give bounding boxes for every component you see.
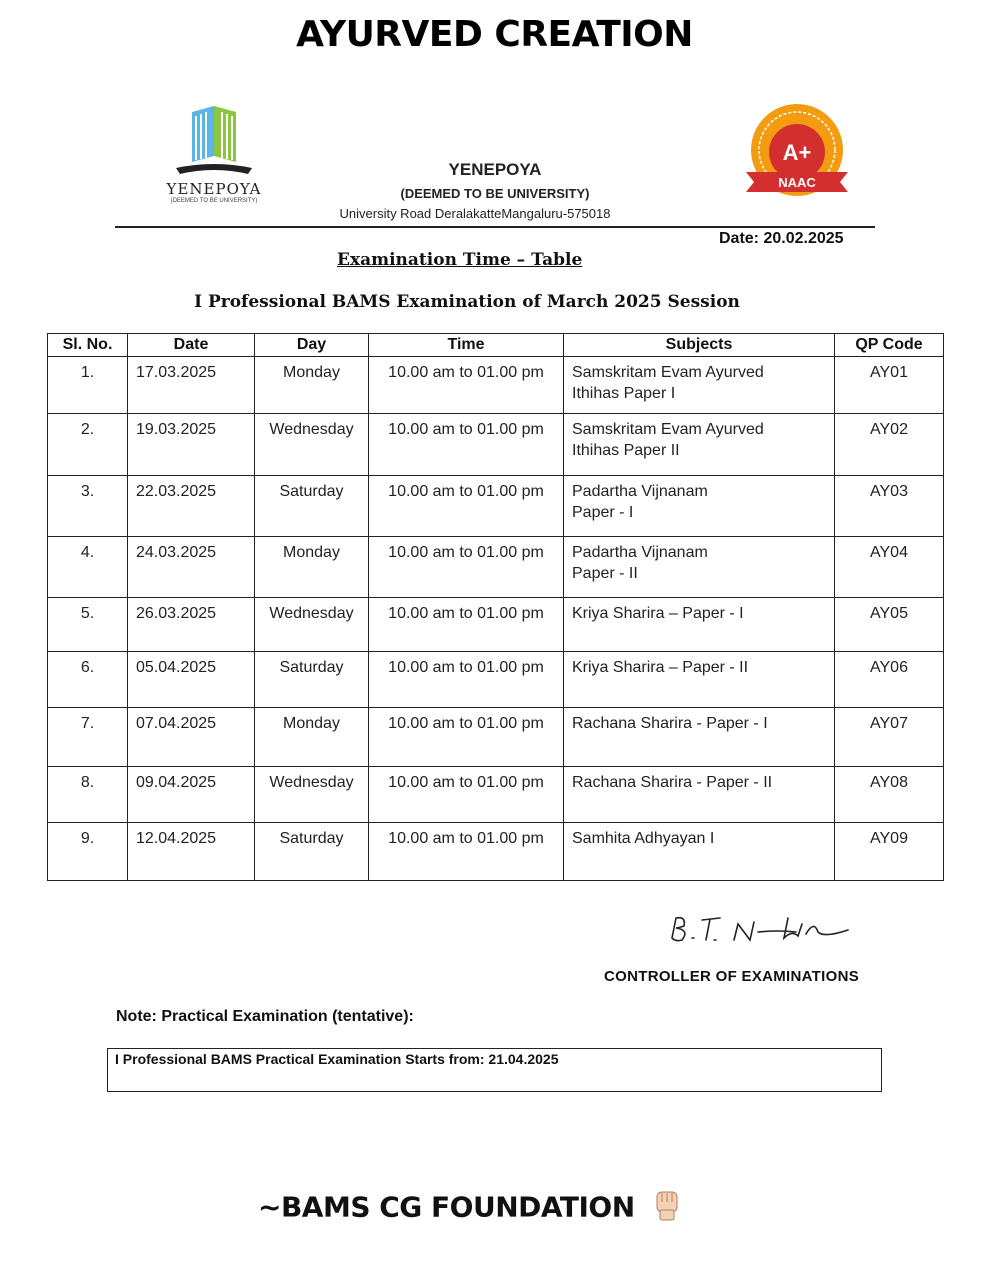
cell-sl: 6. — [48, 652, 128, 708]
practical-note: Note: Practical Examination (tentative): — [116, 1008, 414, 1025]
practical-box — [107, 1048, 882, 1092]
controller-signature — [668, 910, 868, 950]
header-subjects: Subjects — [564, 334, 835, 357]
naac-seal-icon — [740, 102, 854, 210]
table-row — [48, 414, 944, 476]
footer-text: ~BAMS CG FOUNDATION — [258, 1190, 635, 1224]
header-sl-no: Sl. No. — [48, 334, 128, 357]
cell-sl: 9. — [48, 823, 128, 881]
cell-date: 26.03.2025 — [128, 598, 255, 652]
cell-day: Wednesday — [255, 598, 369, 652]
cell-sl: 7. — [48, 708, 128, 767]
cell-sl: 4. — [48, 537, 128, 598]
controller-title: CONTROLLER OF EXAMINATIONS — [604, 968, 860, 985]
table-row — [48, 823, 944, 881]
cell-qp-code: AY03 — [835, 476, 944, 537]
cell-time: 10.00 am to 01.00 pm — [369, 652, 564, 708]
session-title: I Professional BAMS Examination of March 2025 Session — [194, 292, 740, 312]
cell-time: 10.00 am to 01.00 pm — [369, 537, 564, 598]
table-row — [48, 652, 944, 708]
cell-time: 10.00 am to 01.00 pm — [369, 357, 564, 414]
university-emblem-icon — [158, 106, 270, 180]
subject-line-2: Paper - II — [572, 565, 638, 582]
cell-qp-code: AY04 — [835, 537, 944, 598]
naac-label: NAAC — [778, 175, 816, 190]
cell-date: 05.04.2025 — [128, 652, 255, 708]
university-logo — [158, 106, 270, 206]
cell-qp-code: AY09 — [835, 823, 944, 881]
cell-day: Monday — [255, 537, 369, 598]
cell-date: 24.03.2025 — [128, 537, 255, 598]
cell-date: 07.04.2025 — [128, 708, 255, 767]
university-address: University Road DeralakatteMangaluru-575018 — [339, 206, 611, 221]
cell-day: Saturday — [255, 652, 369, 708]
subject-line-2: Paper - I — [572, 504, 634, 521]
cell-day: Monday — [255, 357, 369, 414]
cell-time: 10.00 am to 01.00 pm — [369, 823, 564, 881]
cell-day: Monday — [255, 708, 369, 767]
table-row — [48, 357, 944, 414]
header-qp-code: QP Code — [835, 334, 944, 357]
notice-date: Date: 20.02.2025 — [719, 230, 844, 247]
header-divider — [115, 226, 875, 228]
university-name: YENEPOYA — [448, 160, 542, 179]
cell-sl: 8. — [48, 767, 128, 823]
cell-time: 10.00 am to 01.00 pm — [369, 767, 564, 823]
header-day: Day — [255, 334, 369, 357]
cell-sl: 2. — [48, 414, 128, 476]
cell-subject — [564, 476, 835, 537]
signature-icon — [668, 910, 868, 950]
table-row — [48, 767, 944, 823]
cell-sl: 1. — [48, 357, 128, 414]
logo-subtitle: (DEEMED TO BE UNIVERSITY) — [170, 198, 258, 204]
cell-subject: Kriya Sharira – Paper - II — [564, 652, 835, 708]
cell-day: Saturday — [255, 823, 369, 881]
subject-line-2: Ithihas Paper I — [572, 385, 676, 402]
cell-subject: Samhita Adhyayan I — [564, 823, 835, 881]
naac-badge — [740, 102, 854, 210]
subject-line-2: Ithihas Paper II — [572, 442, 680, 459]
subject-line-1: Padartha Vijnanam — [572, 483, 708, 500]
cell-date: 22.03.2025 — [128, 476, 255, 537]
cell-qp-code: AY08 — [835, 767, 944, 823]
cell-date: 17.03.2025 — [128, 357, 255, 414]
cell-subject: Rachana Sharira - Paper - II — [564, 767, 835, 823]
table-row — [48, 708, 944, 767]
cell-subject — [564, 537, 835, 598]
cell-time: 10.00 am to 01.00 pm — [369, 708, 564, 767]
banner-title: AYURVED CREATION — [296, 14, 693, 55]
subject-line-1: Samskritam Evam Ayurved — [572, 364, 764, 381]
exam-timetable — [47, 333, 944, 881]
cell-date: 12.04.2025 — [128, 823, 255, 881]
cell-qp-code: AY06 — [835, 652, 944, 708]
cell-time: 10.00 am to 01.00 pm — [369, 414, 564, 476]
cell-sl: 3. — [48, 476, 128, 537]
logo-name: YENEPOYA — [166, 180, 262, 198]
cell-day: Saturday — [255, 476, 369, 537]
university-deemed: (DEEMED TO BE UNIVERSITY) — [400, 186, 590, 201]
naac-grade: A+ — [782, 140, 812, 165]
raised-fist-icon — [650, 1188, 684, 1229]
cell-time: 10.00 am to 01.00 pm — [369, 476, 564, 537]
cell-qp-code: AY05 — [835, 598, 944, 652]
cell-day: Wednesday — [255, 767, 369, 823]
cell-subject — [564, 414, 835, 476]
table-row — [48, 598, 944, 652]
practical-text: I Professional BAMS Practical Examination Starts from: 21.04.2025 — [115, 1051, 559, 1067]
cell-subject: Rachana Sharira - Paper - I — [564, 708, 835, 767]
header-date: Date — [128, 334, 255, 357]
cell-time: 10.00 am to 01.00 pm — [369, 598, 564, 652]
footer-credit — [258, 1188, 684, 1229]
header-time: Time — [369, 334, 564, 357]
table-row — [48, 537, 944, 598]
subject-line-1: Samskritam Evam Ayurved — [572, 421, 764, 438]
cell-qp-code: AY02 — [835, 414, 944, 476]
cell-date: 19.03.2025 — [128, 414, 255, 476]
table-header-row — [48, 334, 944, 357]
cell-qp-code: AY07 — [835, 708, 944, 767]
cell-subject: Kriya Sharira – Paper - I — [564, 598, 835, 652]
cell-sl: 5. — [48, 598, 128, 652]
cell-subject — [564, 357, 835, 414]
cell-day: Wednesday — [255, 414, 369, 476]
cell-qp-code: AY01 — [835, 357, 944, 414]
cell-date: 09.04.2025 — [128, 767, 255, 823]
table-row — [48, 476, 944, 537]
subject-line-1: Padartha Vijnanam — [572, 544, 708, 561]
exam-title: Examination Time – Table — [337, 250, 583, 270]
